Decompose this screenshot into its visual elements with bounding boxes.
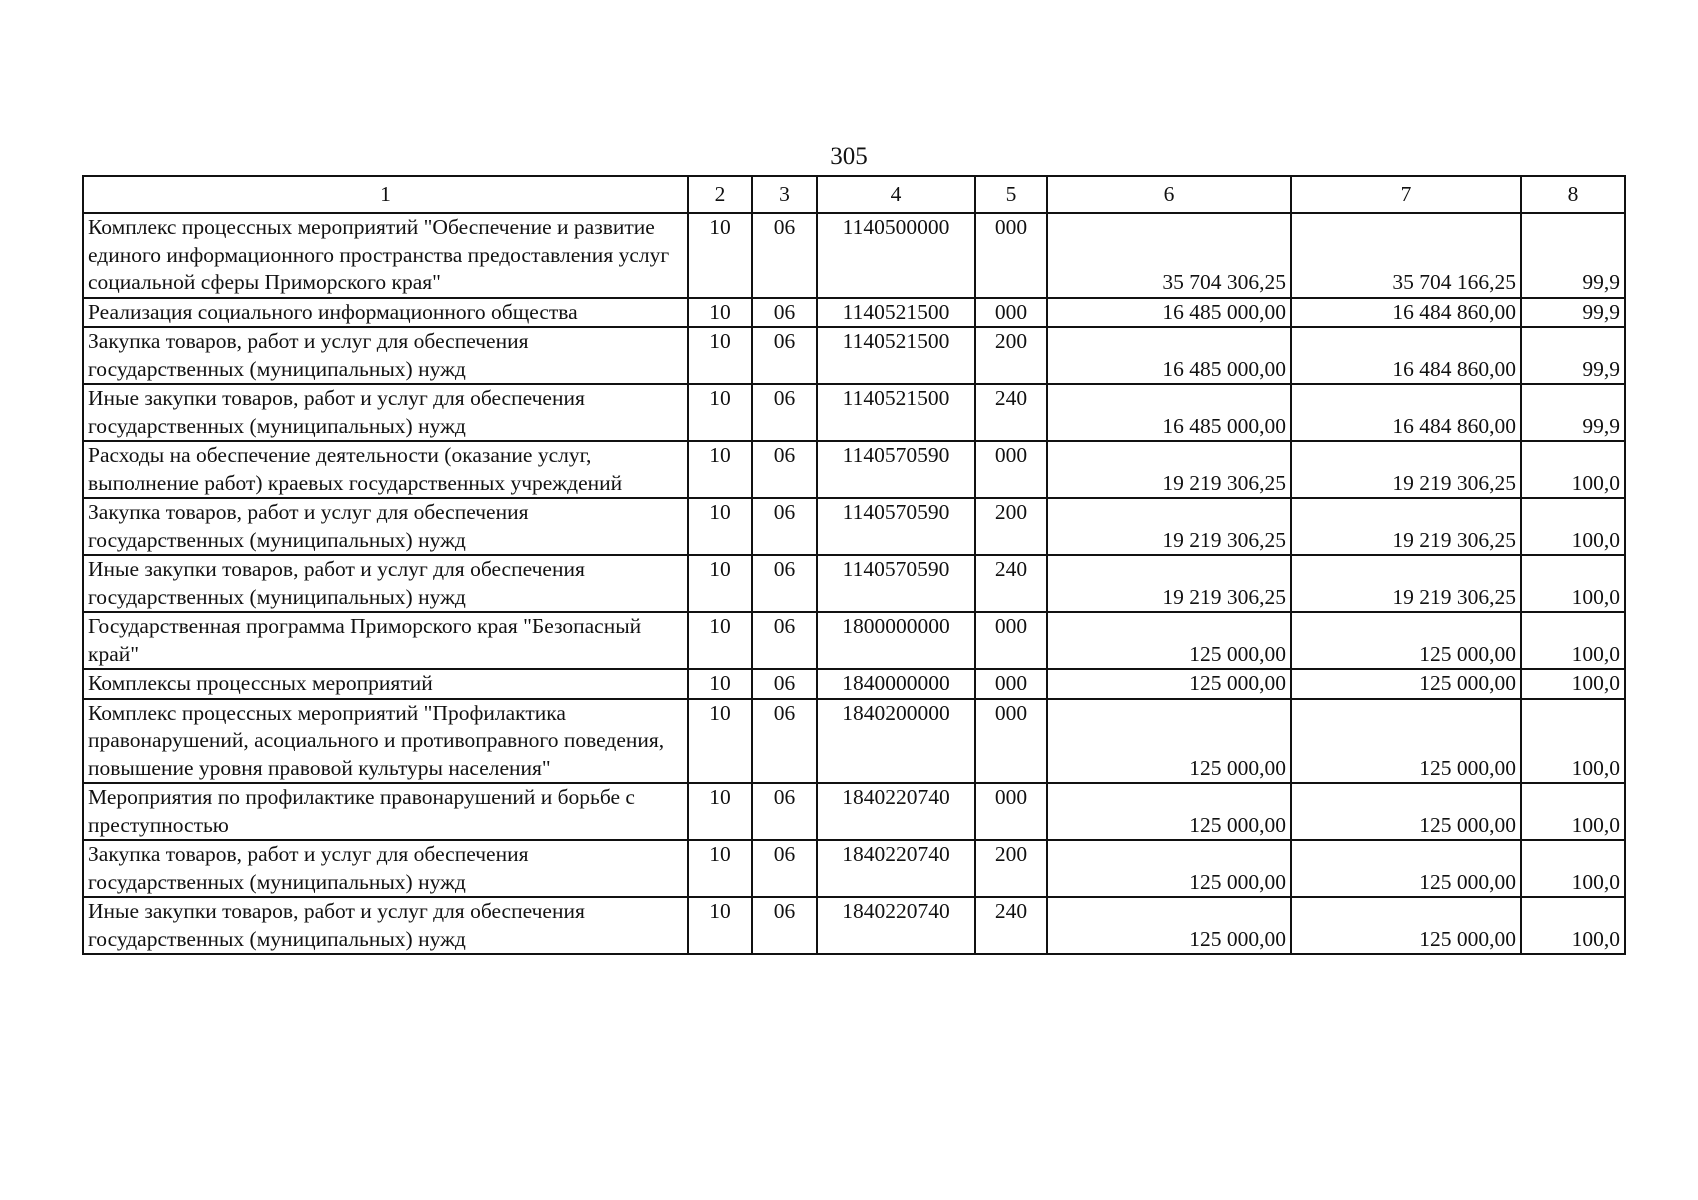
- row-actual-amount: 16 484 860,00: [1291, 298, 1521, 328]
- row-subsection: 06: [752, 327, 817, 384]
- row-target-code: 1140521500: [817, 327, 975, 384]
- row-actual-amount: 16 484 860,00: [1291, 327, 1521, 384]
- header-col-1: 1: [83, 176, 688, 213]
- table-row: [83, 840, 1625, 897]
- row-actual-amount: 35 704 166,25: [1291, 213, 1521, 298]
- row-section: 10: [688, 783, 752, 840]
- row-planned-amount: 125 000,00: [1047, 897, 1291, 954]
- row-target-code: 1140570590: [817, 498, 975, 555]
- row-name: Комплекс процессных мероприятий "Обеспечение и развитие единого информационного пространства предоставления услуг социальной сферы Приморского края": [83, 213, 688, 298]
- header-col-2: 2: [688, 176, 752, 213]
- header-col-6: 6: [1047, 176, 1291, 213]
- row-name: Комплексы процессных мероприятий: [83, 669, 688, 699]
- row-section: 10: [688, 669, 752, 699]
- row-planned-amount: 125 000,00: [1047, 783, 1291, 840]
- row-planned-amount: 125 000,00: [1047, 669, 1291, 699]
- table-body: [83, 213, 1625, 954]
- header-col-5: 5: [975, 176, 1047, 213]
- row-subsection: 06: [752, 699, 817, 784]
- row-actual-amount: 125 000,00: [1291, 897, 1521, 954]
- row-subsection: 06: [752, 840, 817, 897]
- row-planned-amount: 35 704 306,25: [1047, 213, 1291, 298]
- row-percent: 100,0: [1521, 699, 1625, 784]
- row-expense-type: 200: [975, 327, 1047, 384]
- row-planned-amount: 125 000,00: [1047, 699, 1291, 784]
- row-percent: 100,0: [1521, 783, 1625, 840]
- row-planned-amount: 19 219 306,25: [1047, 441, 1291, 498]
- budget-table: [82, 175, 1626, 955]
- row-planned-amount: 16 485 000,00: [1047, 384, 1291, 441]
- row-actual-amount: 16 484 860,00: [1291, 384, 1521, 441]
- table-row: [83, 669, 1625, 699]
- row-section: 10: [688, 327, 752, 384]
- row-section: 10: [688, 498, 752, 555]
- table-row: [83, 213, 1625, 298]
- row-percent: 100,0: [1521, 840, 1625, 897]
- row-actual-amount: 125 000,00: [1291, 699, 1521, 784]
- row-expense-type: 240: [975, 555, 1047, 612]
- row-planned-amount: 19 219 306,25: [1047, 555, 1291, 612]
- table-row: [83, 783, 1625, 840]
- row-subsection: 06: [752, 441, 817, 498]
- row-section: 10: [688, 213, 752, 298]
- row-percent: 100,0: [1521, 555, 1625, 612]
- row-section: 10: [688, 441, 752, 498]
- row-target-code: 1140570590: [817, 555, 975, 612]
- row-name: Государственная программа Приморского края "Безопасный край": [83, 612, 688, 669]
- row-name: Иные закупки товаров, работ и услуг для обеспечения государственных (муниципальных) нужд: [83, 384, 688, 441]
- row-percent: 99,9: [1521, 327, 1625, 384]
- row-planned-amount: 19 219 306,25: [1047, 498, 1291, 555]
- row-actual-amount: 125 000,00: [1291, 840, 1521, 897]
- row-percent: 99,9: [1521, 384, 1625, 441]
- row-percent: 100,0: [1521, 669, 1625, 699]
- row-actual-amount: 19 219 306,25: [1291, 555, 1521, 612]
- row-target-code: 1840000000: [817, 669, 975, 699]
- row-section: 10: [688, 897, 752, 954]
- row-expense-type: 000: [975, 669, 1047, 699]
- row-target-code: 1140521500: [817, 298, 975, 328]
- row-expense-type: 200: [975, 840, 1047, 897]
- row-subsection: 06: [752, 555, 817, 612]
- row-percent: 99,9: [1521, 213, 1625, 298]
- row-percent: 99,9: [1521, 298, 1625, 328]
- table-row: [83, 327, 1625, 384]
- row-planned-amount: 16 485 000,00: [1047, 327, 1291, 384]
- row-name: Иные закупки товаров, работ и услуг для обеспечения государственных (муниципальных) нужд: [83, 555, 688, 612]
- row-target-code: 1140500000: [817, 213, 975, 298]
- row-target-code: 1840220740: [817, 897, 975, 954]
- row-name: Мероприятия по профилактике правонарушений и борьбе с преступностью: [83, 783, 688, 840]
- row-target-code: 1840220740: [817, 783, 975, 840]
- table-row: [83, 897, 1625, 954]
- row-expense-type: 000: [975, 699, 1047, 784]
- row-actual-amount: 125 000,00: [1291, 669, 1521, 699]
- row-name: Иные закупки товаров, работ и услуг для обеспечения государственных (муниципальных) нужд: [83, 897, 688, 954]
- row-expense-type: 200: [975, 498, 1047, 555]
- row-name: Закупка товаров, работ и услуг для обеспечения государственных (муниципальных) нужд: [83, 498, 688, 555]
- row-subsection: 06: [752, 498, 817, 555]
- row-subsection: 06: [752, 612, 817, 669]
- row-actual-amount: 19 219 306,25: [1291, 498, 1521, 555]
- table-row: [83, 384, 1625, 441]
- row-name: Закупка товаров, работ и услуг для обеспечения государственных (муниципальных) нужд: [83, 327, 688, 384]
- page-number: 305: [830, 143, 868, 170]
- row-expense-type: 000: [975, 612, 1047, 669]
- row-percent: 100,0: [1521, 441, 1625, 498]
- row-subsection: 06: [752, 783, 817, 840]
- row-expense-type: 000: [975, 213, 1047, 298]
- table-row: [83, 498, 1625, 555]
- row-name: Комплекс процессных мероприятий "Профилактика правонарушений, асоциального и противоправного поведения, повышение уровня правовой культуры населения": [83, 699, 688, 784]
- row-target-code: 1840220740: [817, 840, 975, 897]
- header-col-7: 7: [1291, 176, 1521, 213]
- row-percent: 100,0: [1521, 498, 1625, 555]
- row-section: 10: [688, 840, 752, 897]
- row-subsection: 06: [752, 213, 817, 298]
- table-row: [83, 298, 1625, 328]
- row-expense-type: 000: [975, 783, 1047, 840]
- row-section: 10: [688, 699, 752, 784]
- row-subsection: 06: [752, 384, 817, 441]
- row-expense-type: 240: [975, 897, 1047, 954]
- row-planned-amount: 125 000,00: [1047, 840, 1291, 897]
- row-actual-amount: 125 000,00: [1291, 783, 1521, 840]
- table-row: [83, 441, 1625, 498]
- table-header: [83, 176, 1625, 213]
- row-expense-type: 000: [975, 298, 1047, 328]
- header-col-4: 4: [817, 176, 975, 213]
- row-subsection: 06: [752, 298, 817, 328]
- header-col-3: 3: [752, 176, 817, 213]
- row-subsection: 06: [752, 897, 817, 954]
- row-planned-amount: 125 000,00: [1047, 612, 1291, 669]
- row-expense-type: 000: [975, 441, 1047, 498]
- row-target-code: 1140570590: [817, 441, 975, 498]
- row-section: 10: [688, 612, 752, 669]
- row-name: Реализация социального информационного общества: [83, 298, 688, 328]
- row-subsection: 06: [752, 669, 817, 699]
- row-actual-amount: 125 000,00: [1291, 612, 1521, 669]
- row-target-code: 1800000000: [817, 612, 975, 669]
- row-name: Расходы на обеспечение деятельности (оказание услуг, выполнение работ) краевых государственных учреждений: [83, 441, 688, 498]
- row-planned-amount: 16 485 000,00: [1047, 298, 1291, 328]
- row-expense-type: 240: [975, 384, 1047, 441]
- row-actual-amount: 19 219 306,25: [1291, 441, 1521, 498]
- row-section: 10: [688, 384, 752, 441]
- table-row: [83, 612, 1625, 669]
- row-percent: 100,0: [1521, 897, 1625, 954]
- row-target-code: 1140521500: [817, 384, 975, 441]
- table-row: [83, 699, 1625, 784]
- row-percent: 100,0: [1521, 612, 1625, 669]
- row-section: 10: [688, 555, 752, 612]
- row-section: 10: [688, 298, 752, 328]
- header-row: [83, 176, 1625, 213]
- table-row: [83, 555, 1625, 612]
- row-name: Закупка товаров, работ и услуг для обеспечения государственных (муниципальных) нужд: [83, 840, 688, 897]
- header-col-8: 8: [1521, 176, 1625, 213]
- row-target-code: 1840200000: [817, 699, 975, 784]
